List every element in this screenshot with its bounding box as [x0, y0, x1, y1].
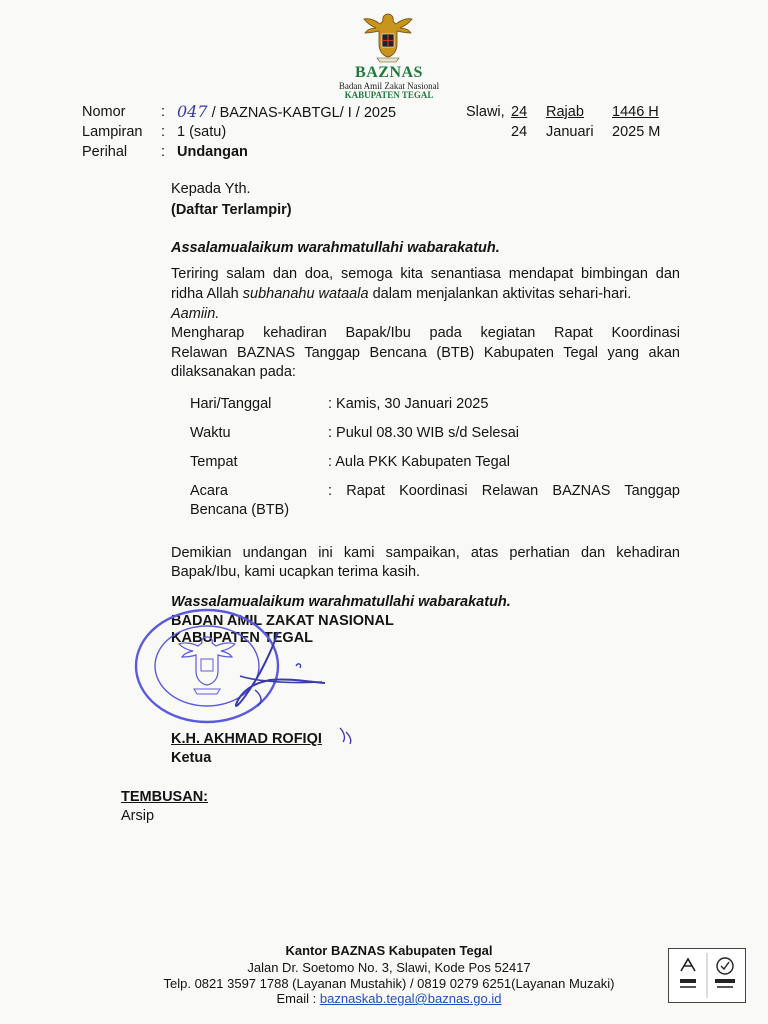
org-brand: BAZNAS: [355, 64, 423, 81]
signature-org-line1: BADAN AMIL ZAKAT NASIONAL: [171, 613, 394, 629]
cc-label: TEMBUSAN:: [121, 789, 208, 805]
recipient-line2: (Daftar Terlampir): [171, 202, 292, 218]
signature-org-line2: KABUPATEN TEGAL: [171, 630, 314, 646]
paragraph1-line1: Teriring salam dan doa, semoga kita senantiasa mendapat bimbingan dan: [171, 266, 680, 282]
nomor-label: Nomor: [82, 104, 126, 120]
closing-line2: Bapak/Ibu, kami ucapkan terima kasih.: [171, 564, 421, 580]
p1-text-a: ridha Allah: [171, 286, 239, 302]
date-place: Slawi,: [466, 104, 505, 120]
lampiran-value: 1 (satu): [177, 124, 227, 140]
detail-value-place: : Aula PKK Kabupaten Tegal: [328, 454, 510, 470]
footer-email-line: [0, 991, 768, 1006]
farewell: Wassalamualaikum warahmatullahi wabarakatuh.: [171, 594, 511, 610]
detail-label-date: Hari/Tanggal: [190, 396, 272, 412]
paragraph1-line3: Aamiin.: [171, 306, 220, 322]
detail-value-date: : Kamis, 30 Januari 2025: [328, 396, 489, 412]
p1-text-italic: subhanahu wataala: [242, 286, 369, 302]
perihal-value: Undangan: [177, 144, 248, 160]
footer-email-link[interactable]: baznaskab.tegal@baznas.go.id: [319, 991, 502, 1006]
nomor-value: [177, 102, 396, 121]
garuda-emblem-icon: [361, 10, 415, 66]
lampiran-colon: :: [161, 124, 166, 140]
paragraph2-line2: Relawan BAZNAS Tanggap Bencana (BTB) Kabupaten Tegal yang akan: [171, 345, 680, 361]
paragraph2-line3: dilaksanakan pada:: [171, 364, 296, 380]
perihal-label: Perihal: [82, 144, 128, 160]
detail-label-time: Waktu: [190, 425, 231, 441]
greeting: Assalamualaikum warahmatullahi wabarakatuh.: [171, 240, 500, 256]
org-region: KABUPATEN TEGAL: [344, 90, 434, 100]
closing-line1: Demikian undangan ini kami sampaikan, atas perhatian dan kehadiran: [171, 545, 680, 561]
signatory-name: K.H. AKHMAD ROFIQI: [171, 731, 322, 747]
footer-phone: Telp. 0821 3597 1788 (Layanan Mustahik) / 0819 0279 6251(Layanan Muzaki): [163, 976, 615, 991]
greg-month: Januari: [546, 124, 594, 140]
footer-office: Kantor BAZNAS Kabupaten Tegal: [285, 943, 493, 958]
footer-email-label: Email :: [276, 991, 317, 1006]
signatory-title: Ketua: [171, 750, 212, 766]
hijri-day: 24: [511, 104, 528, 120]
detail-value-time: : Pukul 08.30 WIB s/d Selesai: [328, 425, 520, 441]
perihal-colon: :: [161, 144, 166, 160]
nomor-colon: :: [161, 104, 166, 120]
lampiran-label: Lampiran: [82, 124, 143, 140]
paragraph1-line2: [171, 286, 631, 302]
p1-text-c: dalam menjalankan aktivitas sehari-hari.: [372, 286, 632, 302]
iso-ukas-certification-icon: [668, 948, 746, 1003]
nomor-text: / BAZNAS-KABTGL/ I / 2025: [211, 105, 397, 121]
greg-year: 2025 M: [612, 124, 661, 140]
recipient-line1: Kepada Yth.: [171, 181, 251, 197]
paragraph2-line1: Mengharap kehadiran Bapak/Ibu pada kegiatan Rapat Koordinasi: [171, 325, 680, 341]
footer-address: Jalan Dr. Soetomo No. 3, Slawi, Kode Pos 52417: [247, 960, 531, 975]
detail-value-event: : Rapat Koordinasi Relawan BAZNAS Tanggap: [328, 483, 680, 499]
detail-label-event-cont: Bencana (BTB): [190, 502, 290, 518]
hijri-year: 1446 H: [612, 104, 659, 120]
greg-day: 24: [511, 124, 528, 140]
detail-label-event: Acara: [190, 483, 228, 499]
nomor-handwritten: 047: [177, 102, 208, 121]
detail-label-place: Tempat: [190, 454, 238, 470]
hijri-month: Rajab: [546, 104, 584, 120]
org-full-name: Badan Amil Zakat Nasional: [338, 81, 440, 91]
cc-item: Arsip: [121, 808, 155, 824]
